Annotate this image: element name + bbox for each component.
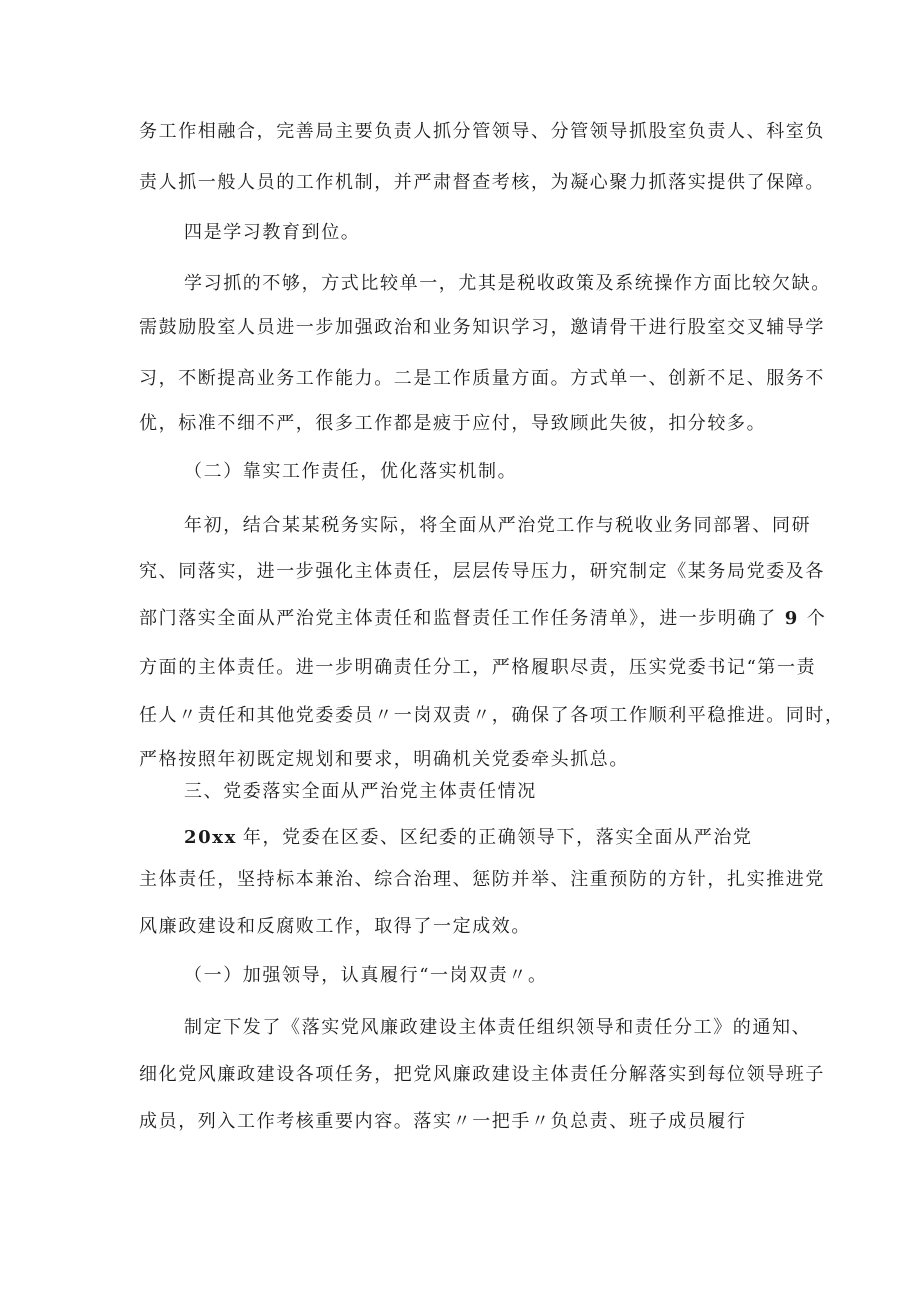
text-run: 年，党委在区委、区纪委的正确领导下，落实全面从严治党 — [242, 827, 753, 848]
section-heading: 三、党委落实全面从严治党主体责任情况 — [184, 781, 537, 802]
section-heading: 四是学习教育到位。 — [184, 222, 361, 243]
text-run: 部门落实全面从严治党主体责任和监督责任工作任务清单》，进一步明确了 — [139, 608, 777, 629]
paragraph-line — [139, 607, 827, 631]
paragraph-line: 学习抓的不够，方式比较单一，尤其是税收政策及系统操作方面比较欠缺。 — [184, 273, 831, 294]
paragraph-line: 严格按照年初既定规划和要求，明确机关党委牵头抓总。 — [139, 749, 629, 770]
section-heading: （一）加强领导，认真履行“一岗双责〃。 — [184, 965, 548, 986]
paragraph-line: 究、同落实，进一步强化主体责任，层层传导压力，研究制定《某务局党委及各 — [139, 561, 825, 582]
paragraph-line: 务工作相融合，完善局主要负责人抓分管领导、分管领导抓股室负责人、科室负 — [139, 121, 825, 142]
paragraph-line: 习，不断提高业务工作能力。二是工作质量方面。方式单一、创新不足、服务不 — [139, 368, 825, 389]
paragraph-line: 责人抓一般人员的工作机制，并严肃督查考核，为凝心聚力抓落实提供了保障。 — [139, 172, 825, 193]
paragraph-line: 风廉政建设和反腐败工作，取得了一定成效。 — [139, 916, 531, 937]
text-run: 个 — [806, 608, 827, 629]
paragraph-line: 制定下发了《落实党风廉政建设主体责任组织领导和责任分工》的通知、 — [184, 1017, 812, 1038]
paragraph-line: 主体责任，坚持标本兼治、综合治理、惩防并举、注重预防的方针，扎实推进党 — [139, 869, 825, 890]
paragraph-line: 细化党风廉政建设各项任务，把党风廉政建设主体责任分解落实到每位领导班子 — [139, 1064, 825, 1085]
paragraph-line: 任人〃责任和其他党委委员〃一岗双责〃，确保了各项工作顺利平稳推进。同时， — [139, 705, 845, 726]
section-heading: （二）靠实工作责任，优化落实机制。 — [184, 461, 518, 482]
number-run: 9 — [784, 608, 799, 629]
paragraph-line: 成员，列入工作考核重要内容。落实〃一把手〃负总责、班子成员履行 — [139, 1111, 747, 1132]
paragraph-line: 需鼓励股室人员进一步加强政治和业务知识学习，邀请骨干进行股室交叉辅导学 — [139, 317, 825, 338]
paragraph-line: 优，标准不细不严，很多工作都是疲于应付，导致顾此失彼，扣分较多。 — [139, 413, 767, 434]
paragraph-line: 年初，结合某某税务实际，将全面从严治党工作与税收业务同部署、同研 — [184, 515, 812, 536]
paragraph-line — [184, 826, 753, 850]
year-run: 20xx — [184, 827, 237, 848]
paragraph-line: 方面的主体责任。进一步明确责任分工，严格履职尽责，压实党委书记“第一责 — [139, 657, 817, 678]
